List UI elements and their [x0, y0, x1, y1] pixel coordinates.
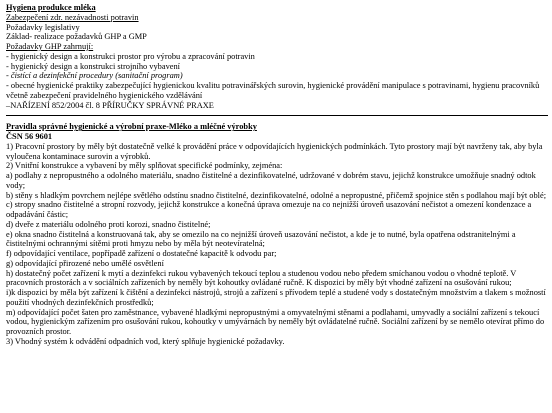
ghp-item-3: - čistící a dezinfekční procedury (sanitační program) — [6, 71, 183, 81]
section-divider — [6, 110, 548, 116]
ghp-heading: Požadavky GHP zahrnují: — [6, 42, 94, 51]
header-line-1: Zabezpečení zdr. nezávadnosti potravin — [6, 12, 139, 22]
standard-number: ČSN 56 9601 — [6, 132, 53, 141]
header-line-2: Požadavky legislativy — [6, 22, 80, 32]
header-line-3: Základ- realizace požadavků GHP a GMP — [6, 32, 147, 42]
document-title: Hygiena produkce mléka — [6, 3, 96, 12]
ghp-item-2: - hygienický design a konstrukci strojního vybavení — [6, 61, 180, 71]
paragraph-3: 3) Vhodný systém k odvádění odpadních vod, který splňuje hygienické požadavky. — [6, 336, 285, 346]
paragraph-i: i)k dispozici by měla být zařízení k čištění a dezinfekci nástrojů, strojů a zařízení s přívodem teplé a studené vody s dostatečným množstvím a tlakem s možností použití vhodných dezinfekčních prostředků; — [6, 288, 546, 307]
regulation-reference: –NAŘÍZENÍ 852/2004 čl. 8 PŘÍRUČKY SPRÁVNÉ PRAXE — [6, 100, 214, 110]
paragraph-1: 1) Pracovní prostory by měly být dostatečně velké k provádění práce v odpovídajících hygienických podmínkách. Tyto prostory mají být navrženy tak, aby byla vyloučena kontaminace surovin a výrobků. — [6, 141, 543, 161]
document-page — [6, 3, 548, 347]
paragraph-m: m) odpovídající počet šaten pro zaměstnance, vybavené hladkými nepropustnými a omyvatelnými stěnami a podlahami, umyvadly a sociální zařízení s tekoucí vodou, hygienickým zařízením pro osušování rukou, kohoutky v umývárnách by neměly být ovládatelné ručně. Sociální zařízení by se nemělo otevírat přímo do provozních prostor. — [6, 307, 545, 336]
paragraph-c: c) stropy snadno čistitelné a stropní rozvody, jejichž konstrukce a konečná úprava omezuje na co nejnižší úroveň usazování nečistot a omezení kondenzace a odpadávání částic; — [6, 200, 532, 219]
ghp-item-4: - obecné hygienické praktiky zabezpečující hygienickou kvalitu potravinářských surovin, hygienické provádění manipulace s potravinami, hygienu pracovníků včetně zabezpečení pravidelného hygienického vzdělávání — [6, 81, 540, 100]
paragraph-d: d) dveře z materiálu odolného proti korozi, snadno čistitelné; — [6, 219, 211, 229]
section-heading: Pravidla správné hygienické a výrobní praxe-Mléko a mléčné výrobky — [6, 122, 257, 132]
paragraph-g: g) odpovídající přirozené nebo umělé osvětlení — [6, 258, 164, 268]
paragraph-h: h) dostatečný počet zařízení k mytí a dezinfekci rukou vybavených tekoucí teplou a studenou vodou nebo předem smíchanou vodou o vhodné teplotě. V pracovních prostorách a v sociálních zařízeních by neměly být kohoutky ovládané ručně. K dispozici by měly být vhodné zařízení na osušování rukou; — [6, 268, 517, 288]
ghp-item-1: - hygienický design a konstrukci prostor pro výrobu a zpracování potravin — [6, 51, 255, 61]
paragraph-f: f) odpovídající ventilace, popřípadě zařízení o dostatečné kapacitě k odvodu par; — [6, 249, 277, 258]
paragraph-a: a) podlahy z nepropustného a odolného materiálu, snadno čistitelné a dezinfikovatelné, udržované v dobrém stavu, jejichž konstrukce umožňuje snadný odtok vody; — [6, 171, 536, 190]
paragraph-2: 2) Vnitřní konstrukce a vybavení by měly splňovat specifické podmínky, zejména: — [6, 161, 283, 171]
paragraph-b: b) stěny s hladkým povrchem nejlépe světlého odstínu snadno čistitelné, dezinfikovatelné, odolné a nepropustné, přičemž spojnice stěn s podlahou mají být oblé; — [6, 190, 547, 200]
paragraph-e: e) okna snadno čistitelná a konstruovaná tak, aby se omezilo na co nejnižší úroveň usazování nečistot, a kde je to nutné, byla opatřena odstranitelnými a čistitelnými ochrannými sítěmi proti hmyzu nebo by měla být neotevíratelná; — [6, 229, 516, 249]
